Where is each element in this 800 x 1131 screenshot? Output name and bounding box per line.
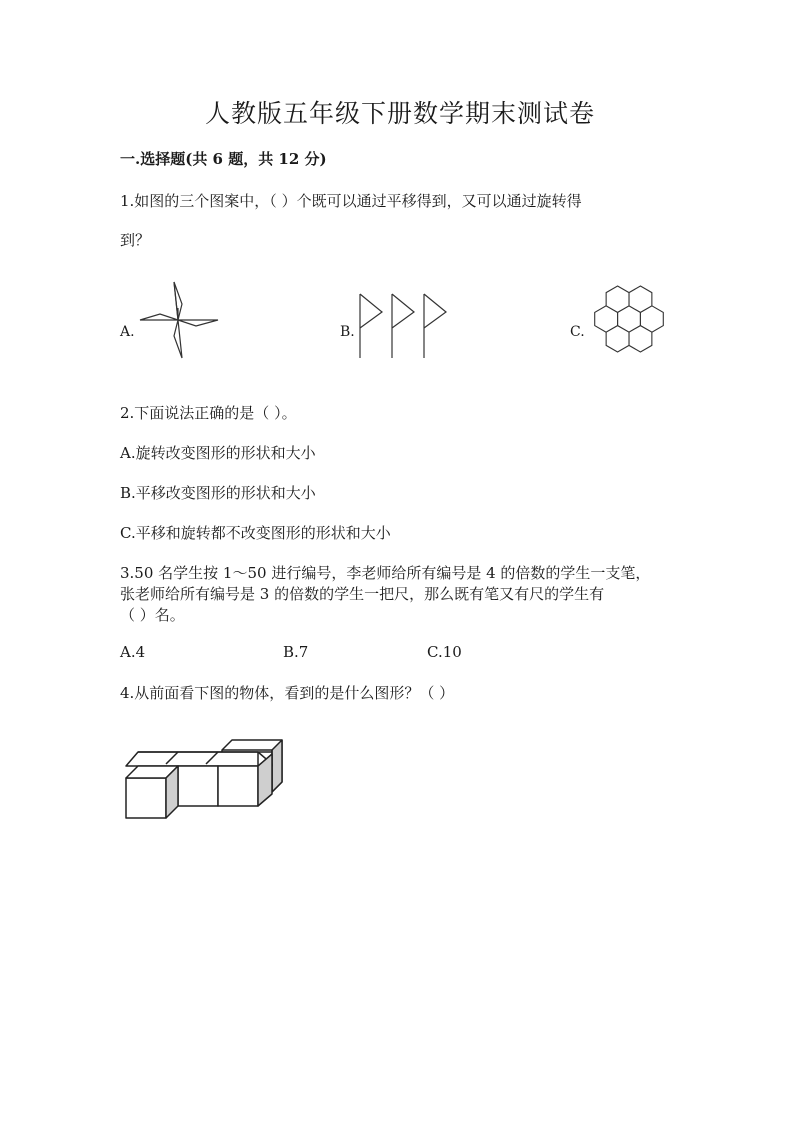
pinwheel-figure: [136, 280, 220, 360]
three-flags-figure: [352, 290, 452, 360]
q1-option-a-label: A.: [120, 324, 135, 340]
question-1-line-2: 到？: [120, 231, 151, 249]
q1-option-c-label: C.: [570, 324, 585, 340]
question-2-stem: 2.下面说法正确的是（ ）。: [120, 404, 297, 422]
q3-option-a: A.4: [120, 643, 146, 661]
hexagon-cluster-figure: [588, 278, 670, 360]
question-3-line-1: 3.50 名学生按 1～50 进行编号，李老师给所有编号是 4 的倍数的学生一支笔，: [120, 564, 651, 582]
question-4-stem: 4.从前面看下图的物体，看到的是什么图形？（ ）: [120, 684, 455, 702]
q2-option-c: C.平移和旋转都不改变图形的形状和大小: [120, 524, 391, 542]
q1-option-b-label: B.: [340, 324, 355, 340]
question-3-line-2: 张老师给所有编号是 3 的倍数的学生一把尺，那么既有笔又有尺的学生有: [120, 585, 605, 603]
q2-option-b: B.平移改变图形的形状和大小: [120, 484, 316, 502]
q2-option-a: A.旋转改变图形的形状和大小: [120, 444, 316, 462]
section-heading: 一.选择题(共 6 题，共 12 分): [120, 150, 327, 168]
page-title: 人教版五年级下册数学期末测试卷: [204, 99, 595, 128]
question-1-line-1: 1.如图的三个图案中，（ ）个既可以通过平移得到，又可以通过旋转得: [120, 192, 582, 210]
q3-option-b: B.7: [283, 643, 309, 661]
cubes-figure: [122, 736, 288, 822]
q3-option-c: C.10: [427, 643, 462, 661]
question-3-line-3: （ ）名。: [120, 606, 185, 624]
